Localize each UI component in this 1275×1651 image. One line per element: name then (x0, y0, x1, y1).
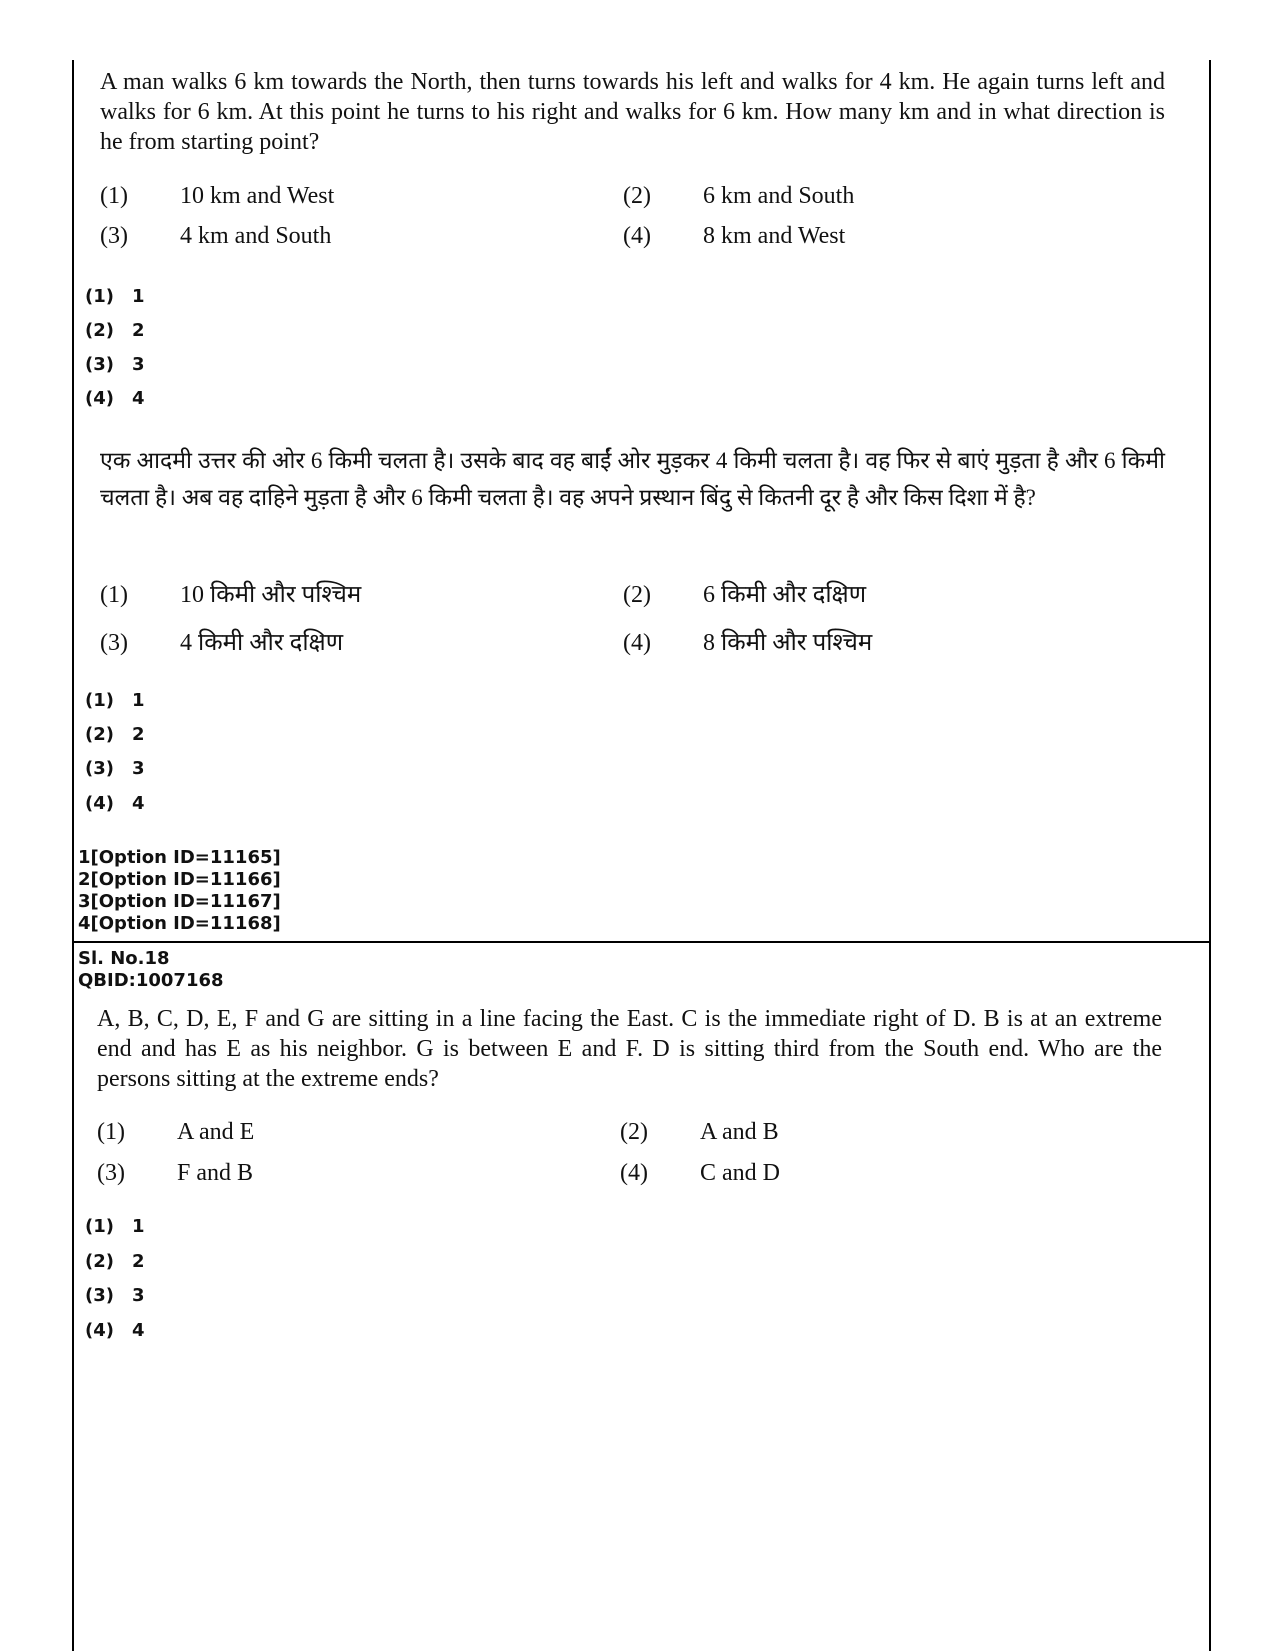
q17-en-option-1: (1) 10 km and West (100, 183, 335, 209)
q18-answer-4: (4) 4 (85, 1320, 145, 1341)
page-border-left (72, 60, 74, 1651)
q18-option-2: (2) A and B (620, 1119, 779, 1145)
q17-hi-option-2: (2) 6 किमी और दक्षिण (623, 582, 867, 608)
option-id-3: 3[Option ID=11167] (78, 891, 281, 912)
q17-en-option-3: (3) 4 km and South (100, 223, 332, 249)
q17-hi-answer-4: (4) 4 (85, 793, 145, 814)
q17-en-option-4: (4) 8 km and West (623, 223, 846, 249)
q17-en-answer-1: (1) 1 (85, 286, 145, 307)
q17-hi-answer-3: (3) 3 (85, 758, 145, 779)
q17-en-answer-4: (4) 4 (85, 388, 145, 409)
q18-answer-1: (1) 1 (85, 1216, 145, 1237)
option-id-4: 4[Option ID=11168] (78, 913, 281, 934)
q17-en-answer-2: (2) 2 (85, 320, 145, 341)
option-id-1: 1[Option ID=11165] (78, 847, 281, 868)
q17-hi-answer-1: (1) 1 (85, 690, 145, 711)
question-divider (72, 941, 1211, 943)
q18-answer-2: (2) 2 (85, 1251, 145, 1272)
question-18-text: A, B, C, D, E, F and G are sitting in a line facing the East. C is the immediate right of D. B is at an extreme end and has E as his neighbor. G is between E and F. D is sitting third from the South end. Who are the persons sitting at the extreme ends? (97, 1006, 1162, 1092)
q18-answer-3: (3) 3 (85, 1285, 145, 1306)
q17-en-option-2: (2) 6 km and South (623, 183, 855, 209)
q17-hi-option-4: (4) 8 किमी और पश्चिम (623, 630, 873, 656)
option-id-2: 2[Option ID=11166] (78, 869, 281, 890)
question-17-hindi-text: एक आदमी उत्तर की ओर 6 किमी चलता है। उसके बाद वह बाईं ओर मुड़कर 4 किमी चलता है। वह फिर से बाएं मुड़ता है और 6 किमी चलता है। अब वह दाहिने मुड़ता है और 6 किमी चलता है। वह अपने प्रस्थान बिंदु से कितनी दूर है और किस दिशा में है? (100, 448, 1165, 510)
page-border-right (1209, 60, 1211, 1651)
q17-hi-option-3: (3) 4 किमी और दक्षिण (100, 630, 344, 656)
q17-en-answer-3: (3) 3 (85, 354, 145, 375)
q18-option-4: (4) C and D (620, 1160, 780, 1186)
qbid: QBID:1007168 (78, 970, 224, 991)
q18-option-3: (3) F and B (97, 1160, 254, 1186)
question-17-english-text: A man walks 6 km towards the North, then turns towards his left and walks for 4 km. He again turns left and walks for 6 km. At this point he turns to his right and walks for 6 km. How many km and in what direction is he from starting point? (100, 69, 1165, 155)
q17-hi-answer-2: (2) 2 (85, 724, 145, 745)
serial-number: Sl. No.18 (78, 948, 170, 969)
q18-option-1: (1) A and E (97, 1119, 255, 1145)
q17-hi-option-1: (1) 10 किमी और पश्चिम (100, 582, 362, 608)
